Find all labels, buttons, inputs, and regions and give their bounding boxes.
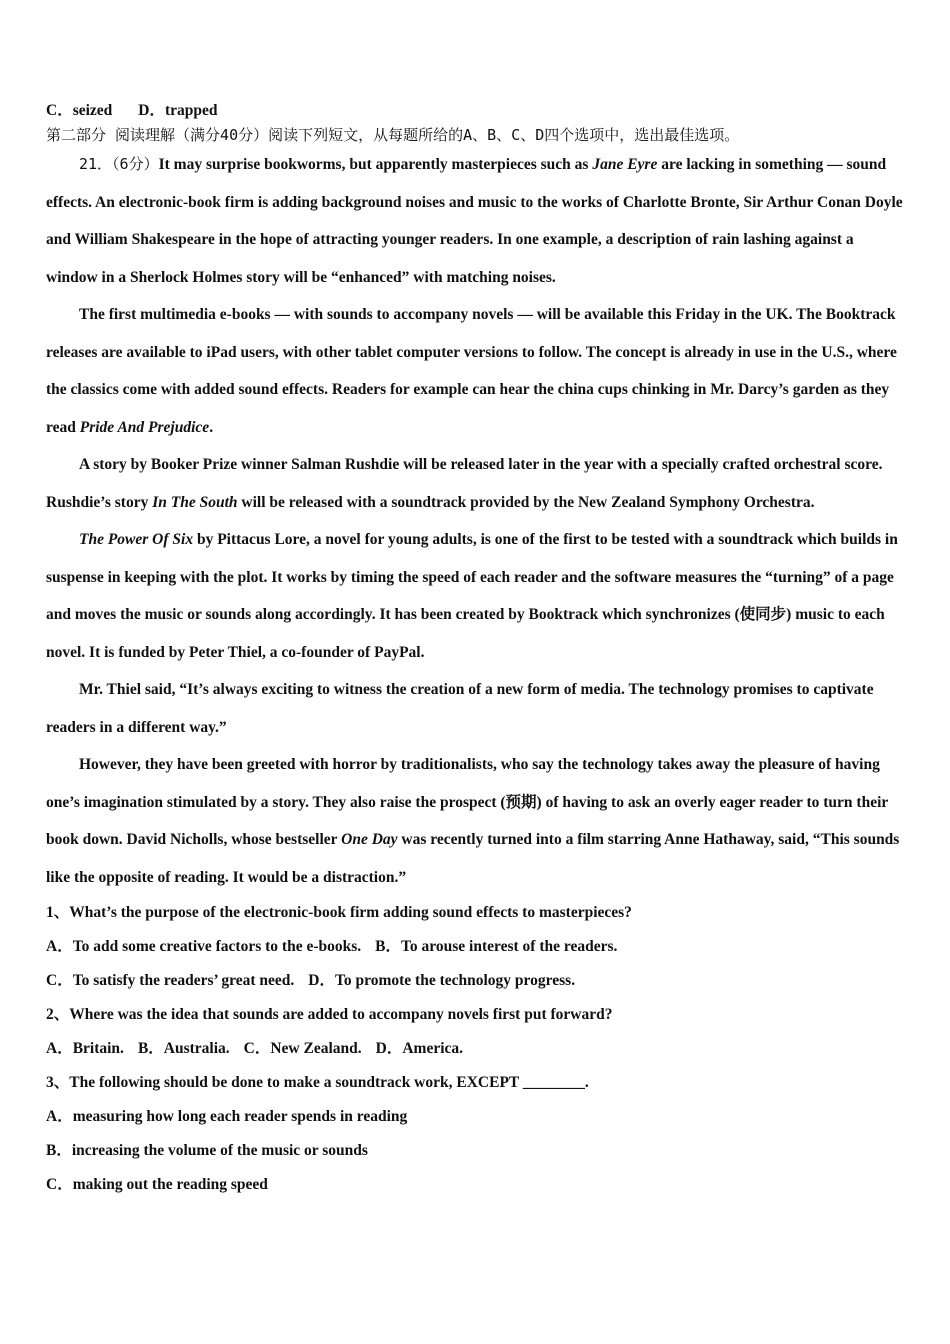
passage-paragraph-5: Mr. Thiel said, “It’s always exciting to witness the creation of a new form of media. The technology promises to captivate readers in a different way.”	[46, 681, 874, 736]
option-d: D．To promote the technology progress.	[308, 972, 576, 989]
option-d: D．trapped	[138, 102, 218, 119]
question-options-row	[46, 964, 906, 998]
book-title: Jane Eyre	[592, 156, 658, 173]
passage-paragraph-4: The Power Of Six by Pittacus Lore, a novel for young adults, is one of the first to be tested with a soundtrack which builds in suspense in keeping with the plot. It works by timing the speed of each reader and the software measures the “turning” of a page and moves the music or sounds along accordingly. It has been created by Booktrack which synchronizes (使同步) music to each novel. It is funded by Peter Thiel, a co-founder of PayPal.	[46, 531, 898, 661]
document-page	[46, 100, 906, 1202]
section-header: 第二部分 阅读理解（满分40分）阅读下列短文，从每题所给的A、B、C、D四个选项中，选出最佳选项。	[46, 126, 740, 144]
option-d: D．America.	[375, 1040, 464, 1057]
reading-passage	[46, 146, 906, 896]
passage-paragraph-2: The first multimedia e-books — with sounds to accompany novels — will be available this Friday in the UK. The Booktrack releases are available to iPad users, with other tablet computer versions to follow. The concept is already in use in the U.S., where the classics come with added sound effects. Readers for example can hear the china cups chinking in Mr. Darcy’s garden as they read Pride And Prejudice.	[46, 306, 897, 436]
question-stem: 2、Where was the idea that sounds are added to accompany novels first put forward?	[46, 1006, 613, 1023]
book-title: In The South	[152, 493, 238, 511]
passage-paragraph-1: 21．（6分）It may surprise bookworms, but apparently masterpieces such as Jane Eyre are lacking in something — sound effects. An electronic-book firm is adding background noises and music to the works of Charlotte Bronte, Sir Arthur Conan Doyle and William Shakespeare in the hope of attracting younger readers. In one example, a description of rain lashing against a window in a Sherlock Holmes story will be “enhanced” with matching noises.	[46, 155, 903, 286]
book-title: One Day	[341, 831, 398, 848]
question-options-row	[46, 930, 906, 964]
option-a: A．measuring how long each reader spends in reading	[46, 1108, 408, 1125]
book-title: Pride And Prejudice	[79, 418, 210, 436]
questions	[46, 896, 906, 1202]
passage-paragraph-3: A story by Booker Prize winner Salman Rushdie will be released later in the year with a specially crafted orchestral score. Rushdie’s story In The South will be released with a soundtrack provided by the New Zealand Symphony Orchestra.	[46, 456, 883, 511]
book-title: The Power Of Six	[79, 531, 194, 548]
question-number: 21．（6分）	[79, 155, 159, 173]
option-a: A．To add some creative factors to the e-books.	[46, 938, 362, 955]
option-b: B．To arouse interest of the readers.	[375, 938, 618, 955]
option-c: C．New Zealand.	[243, 1040, 362, 1057]
option-c: C．seized	[46, 102, 113, 119]
option-c: C．To satisfy the readers’ great need.	[46, 972, 295, 989]
question-stem: 3、The following should be done to make a soundtrack work, EXCEPT ________.	[46, 1074, 589, 1091]
question-options-row	[46, 1032, 906, 1066]
question-stem: 1、What’s the purpose of the electronic-book firm adding sound effects to masterpieces?	[46, 904, 632, 921]
option-a: A．Britain.	[46, 1040, 124, 1057]
option-c: C．making out the reading speed	[46, 1176, 268, 1193]
option-b: B．Australia.	[137, 1040, 230, 1057]
passage-paragraph-6: However, they have been greeted with horror by traditionalists, who say the technology takes away the pleasure of having one’s imagination stimulated by a story. They also raise the prospect (预期) of having to ask an overly eager reader to turn their book down. David Nicholls, whose bestseller One Day was recently turned into a film starring Anne Hathaway, said, “This sounds like the opposite of reading. It would be a distraction.”	[46, 756, 900, 886]
previous-options	[46, 100, 906, 122]
option-b: B．increasing the volume of the music or sounds	[46, 1142, 368, 1159]
